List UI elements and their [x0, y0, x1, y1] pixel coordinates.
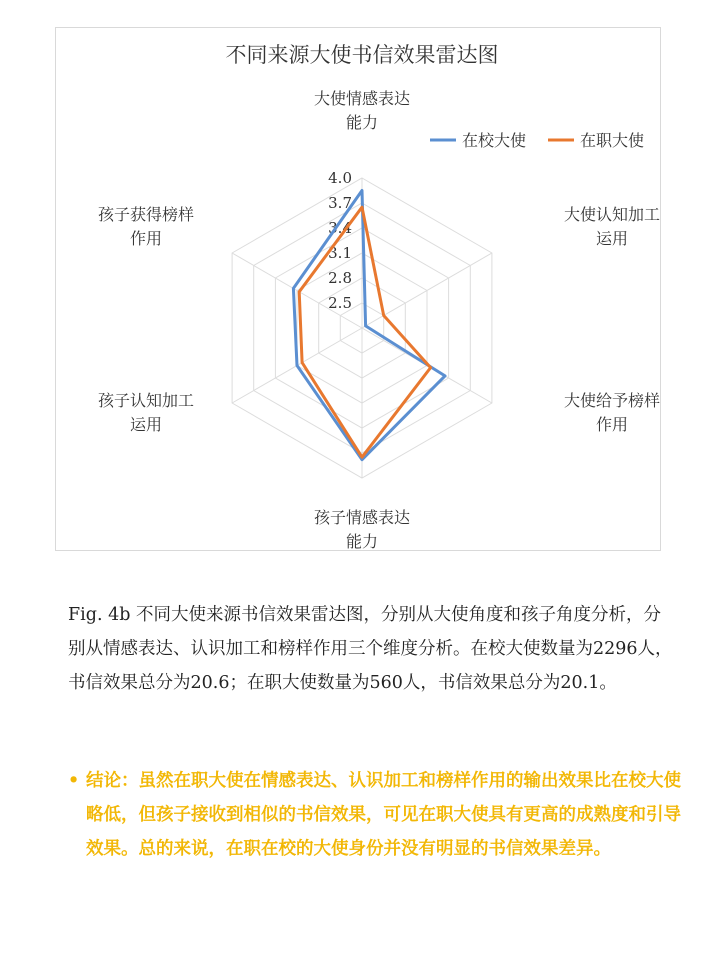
radar-chart — [56, 28, 660, 550]
tick-label: 3.1 — [328, 244, 352, 262]
axis-label: 作用 — [129, 229, 163, 248]
axis-label: 孩子情感表达 — [313, 508, 411, 527]
legend-label: 在校大使 — [462, 131, 527, 150]
axis-label: 运用 — [595, 229, 629, 248]
tick-label: 3.4 — [328, 219, 352, 237]
conclusion-bullet-point — [68, 764, 688, 866]
chart-title: 不同来源大使书信效果雷达图 — [225, 43, 499, 67]
axis-label: 能力 — [345, 113, 379, 132]
series-line-在校大使 — [293, 191, 445, 460]
tick-label: 3.7 — [328, 194, 352, 212]
axis-label: 大使认知加工 — [563, 205, 660, 224]
axis-label: 孩子认知加工 — [97, 391, 195, 410]
conclusion-text: 结论：虽然在职大使在情感表达、认识加工和榜样作用的输出效果比在校大使略低，但孩子接收到相似的书信效果，可见在职大使具有更高的成熟度和引导效果。总的来说，在职在校的大使身份并没有明显的书信效果差异。 — [86, 771, 681, 859]
chart-frame — [55, 27, 661, 551]
axis-label: 大使给予榜样 — [563, 391, 660, 410]
figure-caption: Fig. 4b 不同大使来源书信效果雷达图，分别从大使角度和孩子角度分析，分别从情感表达、认识加工和榜样作用三个维度分析。在校大使数量为2296人，书信效果总分为20.6；在职大使数量为560人，书信效果总分为20.1。 — [68, 605, 673, 693]
tick-label: 4.0 — [328, 169, 352, 187]
axis-label: 运用 — [129, 415, 163, 434]
axis-label: 孩子获得榜样 — [97, 205, 195, 224]
legend-label: 在职大使 — [580, 131, 645, 150]
bullet-icon: • — [68, 771, 80, 791]
axis-label: 作用 — [595, 415, 629, 434]
tick-label: 2.8 — [328, 269, 352, 287]
axis-label: 大使情感表达 — [313, 89, 411, 108]
axis-label: 能力 — [345, 532, 379, 550]
tick-label: 2.5 — [328, 294, 352, 312]
